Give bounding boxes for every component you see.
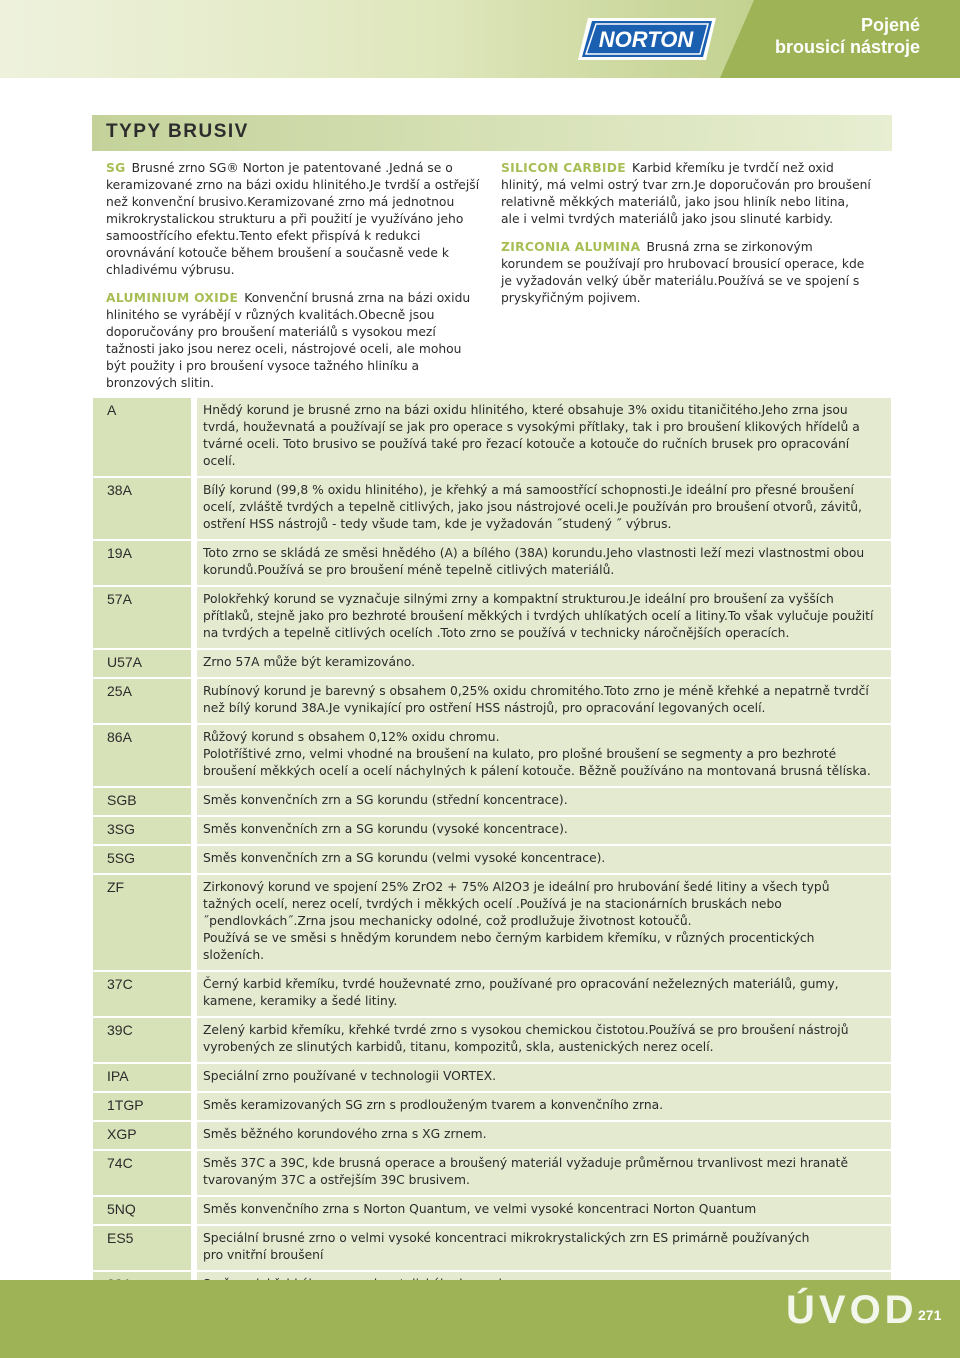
grain-description [197, 586, 891, 649]
table-row [93, 398, 891, 477]
section-title: TYPY BRUSIV [106, 121, 249, 142]
text-sg: Brusné zrno SG® Norton je patentované .Jedná se o keramizované zrno na bázi oxidu hlinitého.Je tvrdší a ostřejší než konvenční brusivo.Keramizované zrno má jednotnou mikrokrystalickou strukturu a při použití je využíváno jeho samoostřícího efektu.Tento efekt přispívá k redukci orovnávání kotouče během broušení a současně vede k chladivému výbrusu. [106, 161, 480, 277]
grain-description-text: Bílý korund (99,8 % oxidu hlinitého), je křehký a má samoostřící schopnosti.Je ideální pro přesné broušení ocelí, zvláště tvrdých a tepelně citlivých, jako jsou nástrojové oceli.Je používán pro broušení otvorů, závitů, ostření HSS nástrojů - tedy všude tam, kde je vyžadován ˝studený ˝ výbrus. [203, 483, 862, 531]
table-row [93, 1196, 891, 1225]
grain-code: A [93, 398, 191, 477]
term-silicon-carbide: SILICON CARBIDE [501, 161, 626, 175]
grain-description [197, 1017, 891, 1063]
grain-code: 1TGP [93, 1092, 191, 1121]
grain-code: 3SG [93, 816, 191, 845]
intro-left-column [106, 160, 484, 403]
term-zirconia-alumina: ZIRCONIA ALUMINA [501, 240, 641, 254]
grain-description [197, 1225, 891, 1271]
term-aluminium-oxide: ALUMINIUM OXIDE [106, 291, 239, 305]
page-number: 271 [918, 1307, 942, 1323]
grain-code: ZF [93, 874, 191, 971]
header-title-line1: Pojené [860, 15, 920, 35]
logo-text: NORTON [598, 27, 694, 52]
grain-description [197, 1092, 891, 1121]
grain-description [197, 971, 891, 1017]
table-row [93, 540, 891, 586]
table-row [93, 1150, 891, 1196]
table-row [93, 586, 891, 649]
table-row [93, 477, 891, 540]
grain-code: 38A [93, 477, 191, 540]
table-row [93, 874, 891, 971]
table-row [93, 1063, 891, 1092]
grain-description [197, 845, 891, 874]
grain-description-text: Směs konvenčních zrn a SG korundu (velmi vysoké koncentrace). [203, 851, 606, 865]
section-heading [92, 115, 892, 151]
grain-description-text: Zrno 57A může být keramizováno. [203, 655, 416, 669]
intro-silicon-carbide [501, 160, 871, 228]
footer-title: ÚVOD [786, 1288, 918, 1332]
grain-description-text: Směs konvenčního zrna s Norton Quantum, ve velmi vysoké koncentraci Norton Quantum [203, 1202, 757, 1216]
grain-description [197, 787, 891, 816]
text-zirconia-alumina: Brusná zrna se zirkonovým korundem se používají pro hrubovací brousicí operace, kde je vyžadován velký úběr materiálu.Používá se ve spojení s pryskyřičným pojivem. [501, 240, 865, 305]
grain-description [197, 1150, 891, 1196]
grain-description-text: Toto zrno se skládá ze směsi hnědého (A) a bílého (38A) korundu.Jeho vlastnosti leží mezi vlastnostmi obou korundů.Používá se pro broušení méně tepelně citlivých materiálů. [203, 546, 865, 577]
grain-description [197, 1121, 891, 1150]
grain-description-text: Speciální zrno používané v technologii VORTEX. [203, 1069, 497, 1083]
grain-description [197, 540, 891, 586]
grain-code: SGB [93, 787, 191, 816]
intro-zirconia-alumina [501, 239, 871, 307]
grain-description-text: Směs konvenčních zrn a SG korundu (vysoké koncentrace). [203, 822, 568, 836]
table-row [93, 1121, 891, 1150]
grain-description-text: Směs 37C a 39C, kde brusná operace a broušený materiál vyžaduje průměrnou trvanlivost mezi hranatě tvarovaným 37C a ostřejším 39C brusivem. [203, 1156, 849, 1187]
text-silicon-carbide: Karbid křemíku je tvrdčí než oxid hlinitý, má velmi ostrý tvar zrn.Je doporučován pro broušení relativně měkkých materiálů, jako jsou hliník nebo litina, ale i velmi tvrdých materiálů jako jsou slinuté karbidy. [501, 161, 871, 226]
grain-description [197, 1063, 891, 1092]
norton-logo [576, 16, 718, 62]
grain-code: 74C [93, 1150, 191, 1196]
table-row [93, 1092, 891, 1121]
grain-description-text: Polokřehký korund se vyznačuje silnými zrny a kompaktní strukturou.Je ideální pro broušení za vyšších přítlaků, stejně jako pro bezhroté broušení měkkých i tvrdých uhlíkatých ocelí a litiny.To však vylučuje použití na tvrdých a tepelně citlivých ocelích .Toto zrno se používá v technicky náročnějších operacích. [203, 592, 874, 640]
term-sg: SG [106, 161, 126, 175]
table-row [93, 649, 891, 678]
grain-description [197, 477, 891, 540]
intro-sg [106, 160, 484, 279]
grain-code: XGP [93, 1121, 191, 1150]
grain-code: 37C [93, 971, 191, 1017]
grain-description [197, 678, 891, 724]
page-footer [0, 1280, 960, 1358]
grain-code: 25A [93, 678, 191, 724]
table-row [93, 1017, 891, 1063]
grain-description-text: Černý karbid křemíku, tvrdé houževnaté zrno, používané pro opracování neželezných materiálů, gumy, kamene, keramiky a šedé litiny. [203, 977, 839, 1008]
grain-description [197, 724, 891, 787]
table-row [93, 724, 891, 787]
grain-types-table [93, 398, 891, 1345]
grain-description-text: Speciální brusné zrno o velmi vysoké koncentraci mikrokrystalických zrn ES primárně používaných pro vnitřní broušení [203, 1231, 810, 1262]
table-row [93, 1225, 891, 1271]
grain-code: 5SG [93, 845, 191, 874]
grain-code: ES5 [93, 1225, 191, 1271]
grain-code: 19A [93, 540, 191, 586]
grain-description [197, 398, 891, 477]
table-row [93, 971, 891, 1017]
grain-description-text: Zirkonový korund ve spojení 25% ZrO2 + 75% Al2O3 je ideální pro hrubování šedé litiny a všech typů tažných ocelí, nerez ocelí, tvrdých i měkkých ocelí .Používá je na stacionárních bruskách nebo ˝pendlovkách˝.Zrna jsou mechanicky odolné, což prodlužuje životnost kotoučů. Používá se ve směsi s hnědým korundem nebo černým karbidem křemíku, v různých procentických složeních. [203, 880, 830, 962]
grain-code: 57A [93, 586, 191, 649]
grain-description [197, 1196, 891, 1225]
intro-aluminium-oxide [106, 290, 484, 392]
grain-description [197, 816, 891, 845]
grain-description-text: Směs keramizovaných SG zrn s prodlouženým tvarem a konvenčního zrna. [203, 1098, 664, 1112]
intro-right-column [501, 160, 871, 318]
header-title [775, 14, 920, 58]
table-row [93, 816, 891, 845]
grain-description-text: Směs konvenčních zrn a SG korundu (střední koncentrace). [203, 793, 568, 807]
grain-code: U57A [93, 649, 191, 678]
page-header [0, 0, 960, 78]
grain-description-text: Hnědý korund je brusné zrno na bázi oxidu hlinitého, které obsahuje 3% oxidu titaničitého.Jeho zrna jsou tvrdá, houževnatá a používají se jak pro operace s vysokými přítlaky, tak i pro broušení klikových hřídelů a tvárné oceli. Toto brusivo se používá také pro řezací kotouče a kotouče do ručních brusek pro opracování ocelí. [203, 403, 860, 468]
header-title-line2: brousicí nástroje [774, 37, 920, 57]
grain-code: 5NQ [93, 1196, 191, 1225]
grain-description-text: Zelený karbid křemíku, křehké tvrdé zrno s vysokou chemickou čistotou.Používá se pro broušení nástrojů vyrobených ze slinutých karbidů, titanu, kompozitů, skla, austenických nerez ocelí. [203, 1023, 849, 1054]
grain-code: IPA [93, 1063, 191, 1092]
grain-description [197, 649, 891, 678]
text-aluminium-oxide: Konvenční brusná zrna na bázi oxidu hlinitého se vyrábějí v různých kvalitách.Obecně jsou doporučovány pro broušení materiálů s vysokou mezí tažnosti jako jsou nerez oceli, nástrojové oceli, ale mohou být použity i pro broušení vysoce tažného hliníku a bronzových slitin. [106, 291, 471, 390]
grain-description-text: Směs běžného korundového zrna s XG zrnem. [203, 1127, 487, 1141]
table-row [93, 845, 891, 874]
grain-description [197, 874, 891, 971]
grain-description-text: Růžový korund s obsahem 0,12% oxidu chromu. Polotříštivé zrno, velmi vhodné na broušení na kulato, pro plošné broušení se segmenty a pro bezhroté broušení měkkých ocelí a ocelí náchylných k pálení kotouče. Běžně používáno na montovaná brusná tělíska. [203, 730, 871, 778]
grain-description-text: Rubínový korund je barevný s obsahem 0,25% oxidu chromitého.Toto zrno je méně křehké a nepatrně tvrdčí než bílý korund 38A.Je vynikající pro ostření HSS nástrojů, pro opracování legovaných ocelí. [203, 684, 869, 715]
table-row [93, 678, 891, 724]
table-row [93, 787, 891, 816]
grain-code: 86A [93, 724, 191, 787]
grain-code: 39C [93, 1017, 191, 1063]
